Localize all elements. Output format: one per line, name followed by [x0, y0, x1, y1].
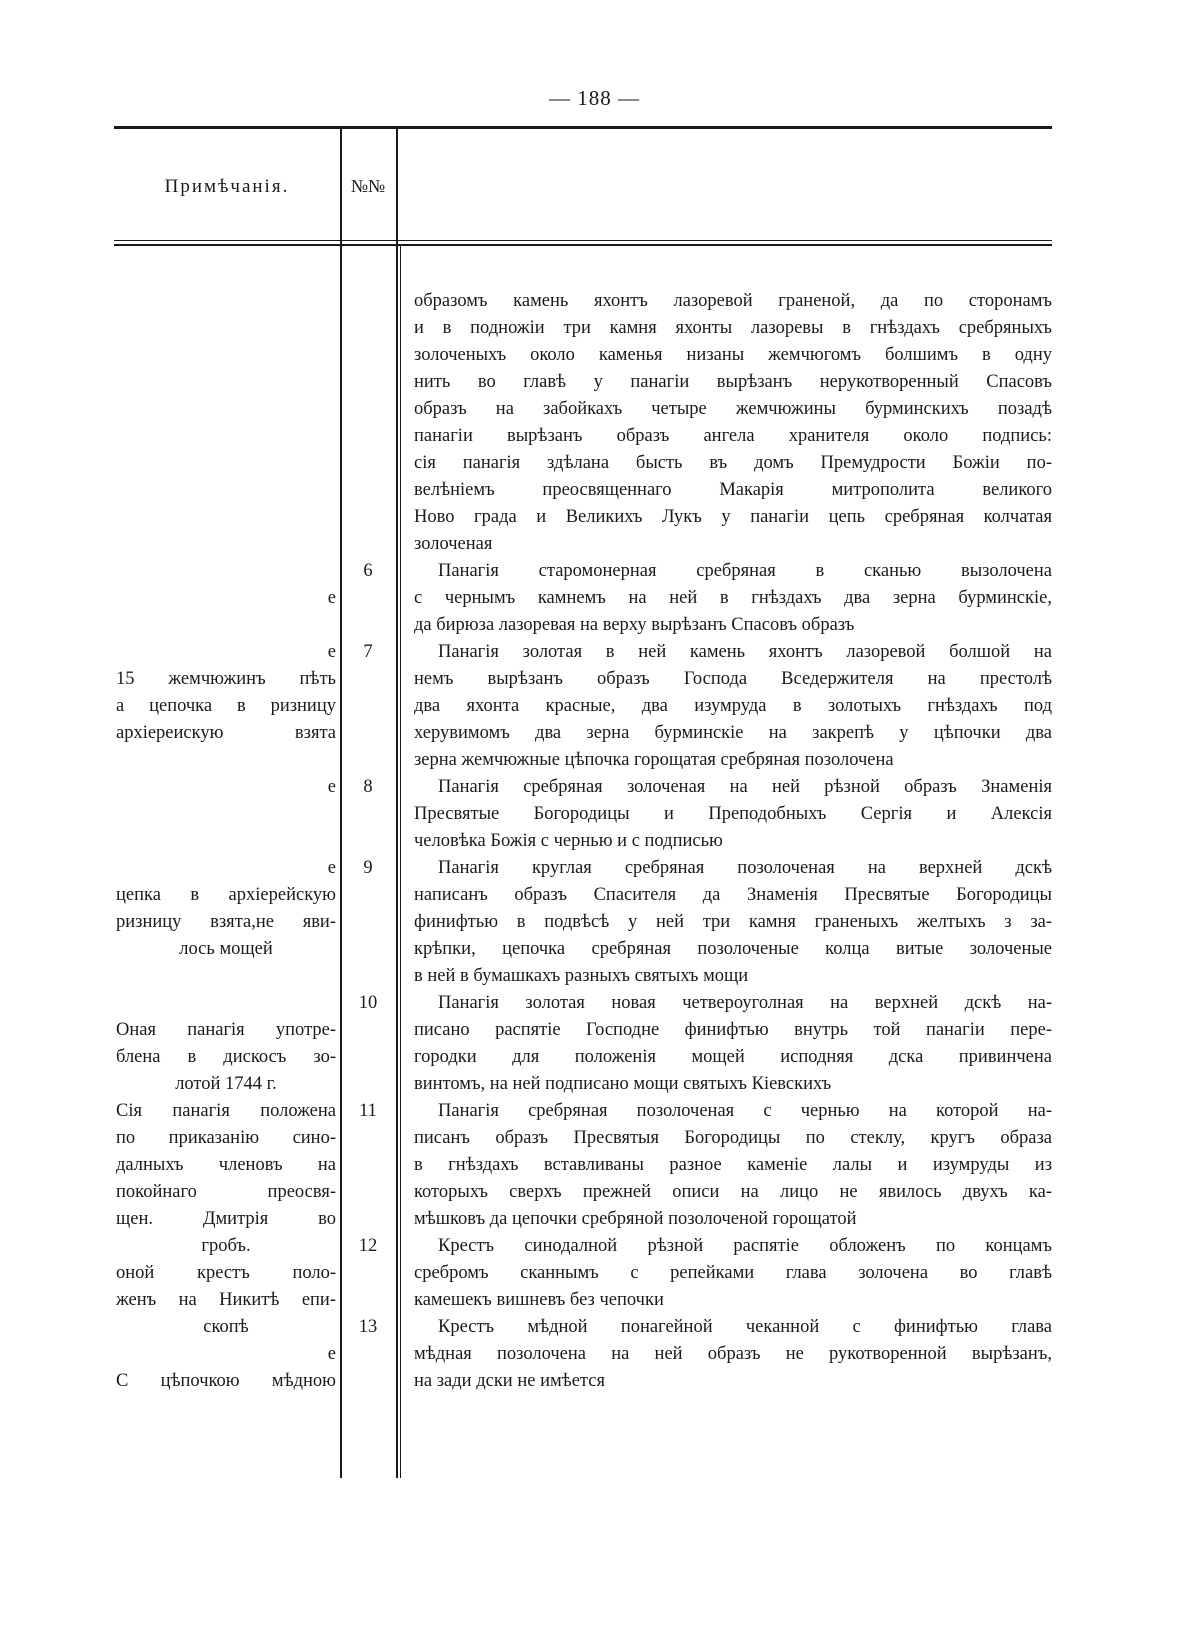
body-line: в ней в бумашкахъ разныхъ святыхъ мощи [414, 966, 749, 986]
note-line: архіереискую взята [116, 723, 336, 743]
note-line: гробъ. [201, 1236, 251, 1256]
body-line: Крестъ мѣдной понагейной чеканной с финифтью глава [438, 1317, 1052, 1337]
body-line: Пресвятые Богородицы и Преподобныхъ Сергія и Алексія [414, 804, 1052, 824]
body-line: человѣка Божія с чернью и с подписью [414, 831, 723, 851]
body-line: золоченая [414, 534, 493, 554]
note-line: е [327, 1344, 336, 1364]
body-line: в гнѣздахъ вставливаны разное каменіе лалы и изумруды из [414, 1155, 1052, 1175]
body-line: писано распятіе Господне финифтью внутрь той панагіи пере- [414, 1020, 1052, 1040]
body-line: написанъ образъ Спасителя да Знаменія Пресвятые Богородицы [414, 885, 1052, 905]
header-rule-double [114, 244, 1052, 246]
body-line: панагіи вырѣзанъ образъ ангела хранителя около подпись: [414, 426, 1052, 446]
body-line: два яхонта красные, два изумруда в золотыхъ гнѣздахъ под [414, 696, 1052, 716]
note-line: покойнаго преосвя- [116, 1182, 336, 1202]
column-divider-numbers [396, 128, 398, 1478]
entry-number: 12 [358, 1236, 378, 1256]
note-line: цепка в архіерейскую [116, 885, 336, 905]
body-line: образомъ камень яхонтъ лазоревой граненой, да по сторонамъ [414, 291, 1052, 311]
body-line: Панагія золотая новая четвероуголная на верхней дскѣ на- [438, 993, 1052, 1013]
column-divider-numbers-inner [400, 246, 401, 1478]
note-line: С цѣпочкою мѣдною [116, 1371, 336, 1391]
body-line: винтомъ, на ней подписано мощи святыхъ Кіевскихъ [414, 1074, 832, 1094]
note-line: 15 жемчюжинъ пѣть [116, 669, 336, 689]
body-line: велѣніемъ преосвященнаго Макарія митрополита великого [414, 480, 1052, 500]
body-line: нить во главѣ у панагіи вырѣзанъ нерукотворенный Спасовъ [414, 372, 1052, 392]
note-line: Сія панагія положена [116, 1101, 336, 1121]
body-line: зерна жемчюжные цѣпочка горощатая сребряная позолочена [414, 750, 894, 770]
note-line: оной крестъ поло- [116, 1263, 336, 1283]
note-line: а цепочка в ризницу [116, 696, 336, 716]
note-line: е [327, 858, 336, 878]
body-line: золоченыхъ около каменья низаны жемчюгомъ болшимъ в одну [414, 345, 1052, 365]
note-line: по приказанію сино- [116, 1128, 336, 1148]
note-line: далныхъ членовъ на [116, 1155, 336, 1175]
body-line: с чернымъ камнемъ на ней в гнѣздахъ два зерна бурминскіе, [414, 588, 1052, 608]
entry-number: 6 [363, 561, 373, 581]
body-line: Ново града и Великихъ Лукъ у панагіи цепь сребряная колчатая [414, 507, 1052, 527]
body-line: Панагія золотая в ней камень яхонтъ лазоревой болшой на [438, 642, 1052, 662]
note-line: е [327, 588, 336, 608]
entry-number: 9 [363, 858, 373, 878]
body-line: городки для положенія мощей исподняя дска привинчена [414, 1047, 1052, 1067]
column-divider-notes [340, 128, 342, 1478]
body-line: да бирюза лазоревая на верху вырѣзанъ Спасовъ образъ [414, 615, 855, 635]
body-line: Панагія сребряная золоченая на ней рѣзной образъ Знаменія [438, 777, 1052, 797]
top-rule [114, 126, 1052, 129]
body-line: крѣпки, цепочка сребряная позолоченые колца витые золоченые [414, 939, 1052, 959]
entry-number: 8 [363, 777, 373, 797]
note-line: женъ на Никитѣ епи- [116, 1290, 336, 1310]
body-line: немъ вырѣзанъ образъ Господа Вседержителя на престолѣ [414, 669, 1052, 689]
note-line: блена в дискосъ зо- [116, 1047, 336, 1067]
page-number: — 188 — [549, 86, 640, 110]
body-line: камешекъ вишневъ без чепочки [414, 1290, 664, 1310]
note-line: е [327, 777, 336, 797]
body-line: финифтью в подвѣсѣ у ней три камня граненыхъ желтыхъ з за- [414, 912, 1052, 932]
body-line: писанъ образъ Пресвятыя Богородицы по стеклу, кругъ образа [414, 1128, 1052, 1148]
body-line: Панагія старомонерная сребряная в сканью вызолочена [438, 561, 1052, 581]
note-line: лотой 1744 г. [175, 1074, 277, 1094]
entry-number: 10 [358, 993, 378, 1013]
body-line: Панагія круглая сребряная позолоченая на верхней дскѣ [438, 858, 1052, 878]
body-line: и в подножіи три камня яхонты лазоревы в гнѣздахъ сребряныхъ [414, 318, 1052, 338]
note-line: скопѣ [203, 1317, 249, 1337]
entry-number: 11 [359, 1101, 377, 1121]
note-line: лось мощей [179, 939, 273, 959]
body-line: которыхъ сверхъ прежней описи на лицо не явилось двухъ ка- [414, 1182, 1052, 1202]
header-rule [114, 240, 1052, 241]
note-line: е [327, 642, 336, 662]
note-line: ризницу взята,не яви- [116, 912, 336, 932]
body-line: херувимомъ два зерна бурминскіе на закрепѣ у цѣпочки два [414, 723, 1052, 743]
body-line: Крестъ синодалной рѣзной распятіе обложенъ по концамъ [438, 1236, 1052, 1256]
body-line: сія панагія здѣлана бысть въ домъ Премудрости Божіи по- [414, 453, 1052, 473]
body-line: Панагія сребряная позолоченая с чернью на которой на- [438, 1101, 1052, 1121]
body-line: мѣшковъ да цепочки сребряной позолоченой горощатой [414, 1209, 857, 1229]
body-line: на зади дски не имѣется [414, 1371, 605, 1391]
entry-number: 7 [363, 642, 373, 662]
column-header-numbers: №№ [350, 176, 386, 196]
entry-number: 13 [358, 1317, 378, 1337]
column-header-notes: Примѣчанія. [164, 176, 290, 197]
body-line: сребромъ сканнымъ с репейками глава золочена во главѣ [414, 1263, 1052, 1283]
note-line: щен. Дмитрія во [116, 1209, 336, 1229]
body-line: образъ на забойкахъ четыре жемчюжины бурминскихъ позадѣ [414, 399, 1052, 419]
body-line: мѣдная позолочена на ней образъ не рукотворенной вырѣзанъ, [414, 1344, 1052, 1364]
note-line: Оная панагія употре- [116, 1020, 336, 1040]
